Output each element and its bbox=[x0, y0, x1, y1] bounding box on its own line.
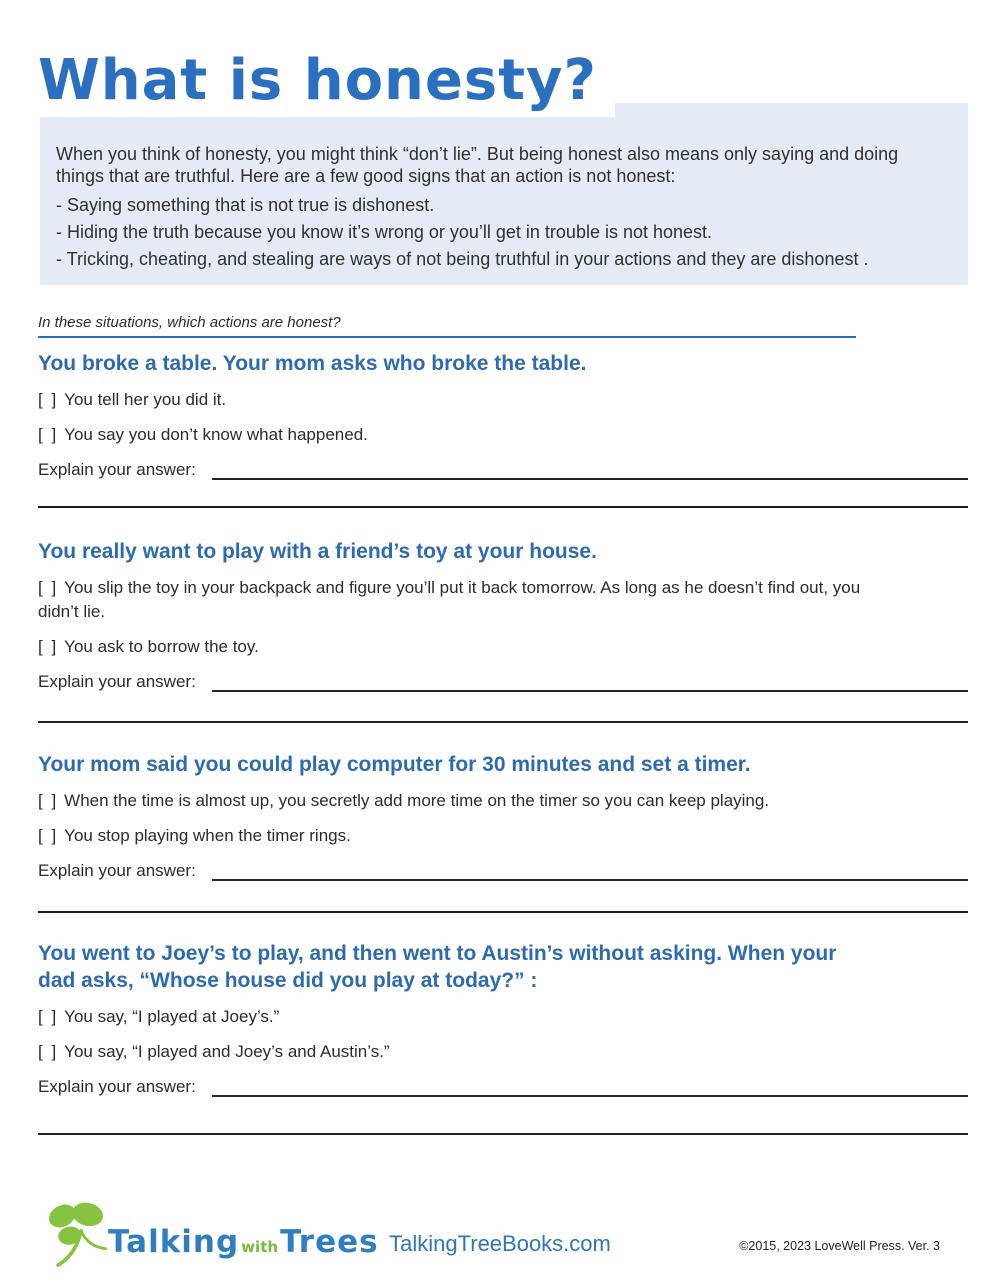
option-label: You slip the toy in your backpack and figure you’ll put it back tomorrow. As long as he doesn’t find out, you didn’t lie. bbox=[38, 578, 861, 621]
answer-line[interactable] bbox=[212, 460, 968, 480]
section-broke-table bbox=[38, 350, 968, 481]
logo-text-with: with bbox=[241, 1238, 279, 1256]
option-row bbox=[38, 635, 876, 659]
option-row bbox=[38, 423, 876, 447]
checkbox[interactable]: [ ] bbox=[38, 425, 59, 444]
intro-bullet: - Tricking, cheating, and stealing are ways of not being truthful in your actions and they are dishonest . bbox=[56, 249, 869, 269]
situations-prompt: In these situations, which actions are honest? bbox=[38, 314, 856, 338]
option-row bbox=[38, 1005, 876, 1029]
option-row bbox=[38, 388, 876, 412]
intro-bullet: - Saying something that is not true is dishonest. bbox=[56, 195, 435, 215]
explain-row bbox=[38, 671, 968, 693]
option-label: You say you don’t know what happened. bbox=[64, 425, 368, 444]
intro-box bbox=[40, 103, 968, 285]
option-row bbox=[38, 789, 876, 813]
explain-label: Explain your answer: bbox=[38, 460, 196, 479]
section-computer-timer bbox=[38, 751, 968, 882]
option-row bbox=[38, 1040, 876, 1064]
option-label: You tell her you did it. bbox=[64, 390, 227, 409]
explain-row bbox=[38, 459, 968, 481]
answer-line[interactable] bbox=[212, 861, 968, 881]
section-heading: You went to Joey’s to play, and then went to Austin’s without asking. When your dad asks, “Whose house did you play at today?” : bbox=[38, 942, 837, 992]
checkbox[interactable]: [ ] bbox=[38, 637, 59, 656]
checkbox[interactable]: [ ] bbox=[38, 390, 59, 409]
option-label: You say, “I played and Joey’s and Austin’s.” bbox=[64, 1042, 390, 1061]
answer-line[interactable] bbox=[212, 672, 968, 692]
explain-label: Explain your answer: bbox=[38, 672, 196, 691]
section-heading: You really want to play with a friend’s toy at your house. bbox=[38, 540, 597, 563]
answer-line-full[interactable] bbox=[38, 721, 968, 723]
intro-bullet: - Hiding the truth because you know it’s wrong or you’ll get in trouble is not honest. bbox=[56, 222, 713, 242]
logo-text-talking: Talking bbox=[108, 1224, 240, 1260]
option-row bbox=[38, 824, 876, 848]
logo-text-trees: Trees bbox=[280, 1224, 379, 1260]
option-row bbox=[38, 576, 876, 624]
checkbox[interactable]: [ ] bbox=[38, 826, 59, 845]
explain-row bbox=[38, 860, 968, 882]
explain-row bbox=[38, 1076, 968, 1098]
website-link[interactable]: TalkingTreeBooks.com bbox=[389, 1231, 611, 1256]
section-heading: Your mom said you could play computer for 30 minutes and set a timer. bbox=[38, 753, 751, 776]
option-label: When the time is almost up, you secretly add more time on the timer so you can keep playing. bbox=[64, 791, 770, 810]
option-label: You stop playing when the timer rings. bbox=[64, 826, 351, 845]
answer-line-full[interactable] bbox=[38, 1133, 968, 1135]
checkbox[interactable]: [ ] bbox=[38, 1042, 59, 1061]
page-title: What is honesty? bbox=[34, 48, 615, 117]
section-friends-toy bbox=[38, 538, 968, 693]
checkbox[interactable]: [ ] bbox=[38, 791, 59, 810]
checkbox[interactable]: [ ] bbox=[38, 578, 59, 597]
checkbox[interactable]: [ ] bbox=[38, 1007, 59, 1026]
section-joeys-austins bbox=[38, 940, 968, 1098]
copyright-text: ©2015, 2023 LoveWell Press. Ver. 3 bbox=[739, 1239, 940, 1253]
intro-paragraph: When you think of honesty, you might think “don’t lie”. But being honest also means only saying and doing things that are truthful. Here are a few good signs that an action is not honest: bbox=[56, 144, 899, 186]
answer-line-full[interactable] bbox=[38, 911, 968, 913]
explain-label: Explain your answer: bbox=[38, 1077, 196, 1096]
explain-label: Explain your answer: bbox=[38, 861, 196, 880]
option-label: You say, “I played at Joey’s.” bbox=[64, 1007, 280, 1026]
answer-line[interactable] bbox=[212, 1077, 968, 1097]
answer-line-full[interactable] bbox=[38, 506, 968, 508]
section-heading: You broke a table. Your mom asks who broke the table. bbox=[38, 352, 587, 375]
option-label: You ask to borrow the toy. bbox=[64, 637, 259, 656]
